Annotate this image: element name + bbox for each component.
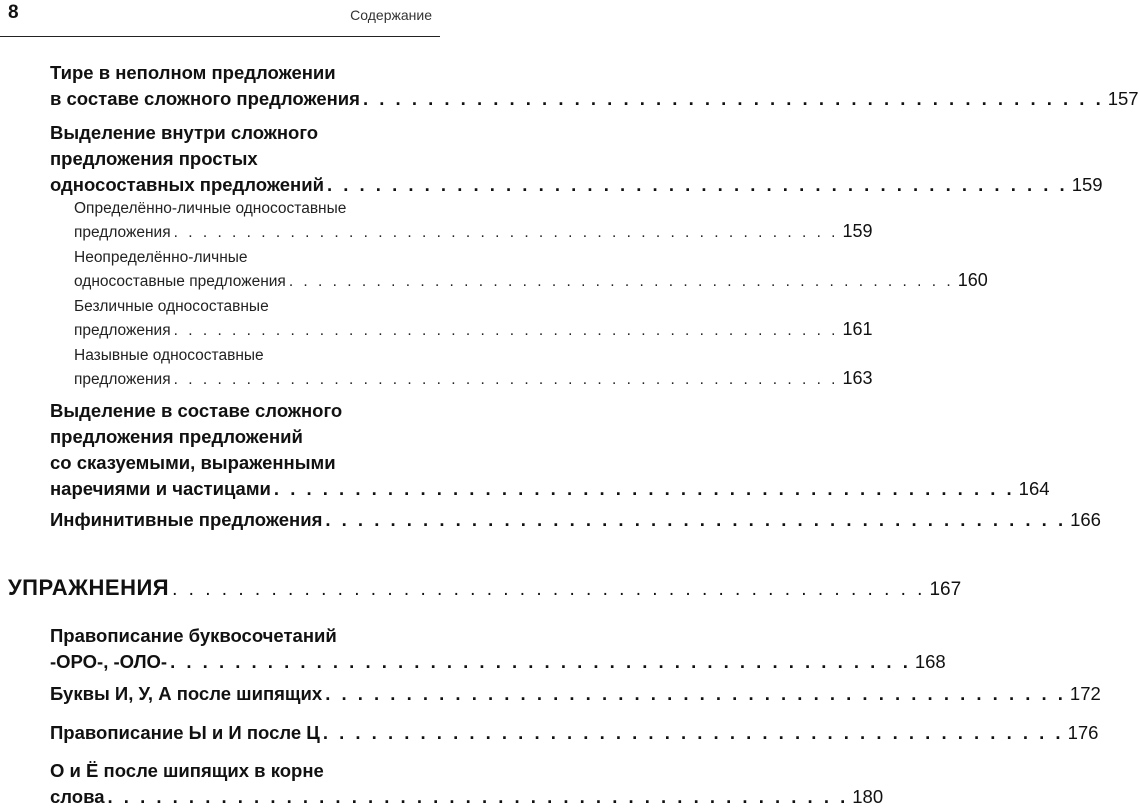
dot-leader: . . . . . . . . . . . . . . . . . . . . . . . . . . . . . . . . . . . . . . . . . . . . . . (288, 273, 954, 290)
toc-entry-title: предложения предложений (50, 426, 303, 447)
toc-page-number: 168 (914, 651, 946, 672)
toc-entry-title: предложения (74, 322, 171, 339)
dot-leader: . . . . . . . . . . . . . . . . . . . . . . . . . . . . . . . . . . . . . . . . . . . . . . (107, 786, 849, 807)
toc-section-title: УПРАЖНЕНИЯ (8, 575, 170, 600)
toc-page-number: 163 (842, 368, 873, 388)
toc-subentry[interactable] (74, 197, 873, 244)
toc-entry[interactable] (50, 720, 1099, 746)
dot-leader: . . . . . . . . . . . . . . . . . . . . . . . . . . . . . . . . . . . . . . . . . . . . . . (170, 651, 911, 672)
toc-page-number: 176 (1067, 722, 1099, 743)
toc-entry-title: предложения (74, 371, 171, 388)
toc-subentry[interactable] (74, 246, 988, 293)
toc-entry-title: предложения (74, 224, 171, 241)
toc-entry[interactable] (50, 758, 884, 810)
dot-leader: . . . . . . . . . . . . . . . . . . . . . . . . . . . . . . . . . . . . . . . . . . . . . . (173, 371, 839, 388)
dot-leader: . . . . . . . . . . . . . . . . . . . . . . . . . . . . . . . . . . . . . . . . . . . . . . (172, 579, 926, 600)
toc-entry-title: Назывные односоставные (74, 347, 264, 364)
toc-page-number: 161 (842, 319, 873, 339)
toc-page-number: 180 (852, 786, 884, 807)
toc-entry-title: О и Ё после шипящих в корне (50, 760, 324, 781)
toc-page-number: 166 (1070, 509, 1101, 530)
running-head-title: Содержание (350, 7, 432, 23)
toc-entry[interactable] (50, 60, 1139, 112)
toc-entry-title: Инфинитивные предложения (50, 509, 323, 530)
toc-entry-title: предложения простых (50, 148, 258, 169)
toc-entry-title: Неопределённо-личные (74, 249, 248, 266)
dot-leader: . . . . . . . . . . . . . . . . . . . . . . . . . . . . . . . . . . . . . . . . . . . . . . (362, 88, 1104, 109)
dot-leader: . . . . . . . . . . . . . . . . . . . . . . . . . . . . . . . . . . . . . . . . . . . . . . (273, 478, 1015, 499)
toc-section[interactable] (8, 574, 962, 604)
toc-subentry[interactable] (74, 295, 873, 342)
toc-page-number: 172 (1069, 683, 1101, 704)
toc-page-number: 159 (842, 221, 873, 241)
dot-leader: . . . . . . . . . . . . . . . . . . . . . . . . . . . . . . . . . . . . . . . . . . . . . . (326, 174, 1068, 195)
toc-entry-title: Определённо-личные односоставные (74, 200, 347, 217)
dot-leader: . . . . . . . . . . . . . . . . . . . . . . . . . . . . . . . . . . . . . . . . . . . . . . (325, 509, 1067, 530)
toc-entry[interactable] (50, 120, 1103, 198)
toc-page-number: 167 (929, 579, 962, 600)
dot-leader: . . . . . . . . . . . . . . . . . . . . . . . . . . . . . . . . . . . . . . . . . . . . . . (322, 722, 1064, 743)
toc-entry-title: односоставные предложения (74, 273, 286, 290)
dot-leader: . . . . . . . . . . . . . . . . . . . . . . . . . . . . . . . . . . . . . . . . . . . . . . (173, 224, 839, 241)
toc-page-number: 157 (1107, 88, 1139, 109)
toc-entry-title: Тире в неполном предложении (50, 62, 336, 83)
toc-entry-title: Буквы И, У, А после шипящих (50, 683, 323, 704)
dot-leader: . . . . . . . . . . . . . . . . . . . . . . . . . . . . . . . . . . . . . . . . . . . . . . (173, 322, 839, 339)
toc-entry-title: -ОРО-, -ОЛО- (50, 651, 168, 672)
toc-entry-title: в составе сложного предложения (50, 88, 360, 109)
toc-entry-title: слова (50, 786, 105, 807)
toc-subentry[interactable] (74, 344, 873, 391)
toc-entry-title: наречиями и частицами (50, 478, 271, 499)
toc-entry-title: односоставных предложений (50, 174, 324, 195)
toc-entry[interactable] (50, 681, 1101, 707)
toc-entry-title: Правописание Ы и И после Ц (50, 722, 320, 743)
dot-leader: . . . . . . . . . . . . . . . . . . . . . . . . . . . . . . . . . . . . . . . . . . . . . . (325, 683, 1066, 704)
page-number: 8 (8, 2, 19, 23)
running-header (0, 0, 440, 37)
toc-entry-title: Безличные односоставные (74, 298, 269, 315)
toc-page-number: 159 (1071, 174, 1103, 195)
toc-entry-title: Выделение в составе сложного (50, 400, 343, 421)
toc-entry-title: Выделение внутри сложного (50, 122, 319, 143)
toc-entry[interactable] (50, 507, 1101, 533)
toc-page-number: 160 (957, 270, 988, 290)
toc-entry[interactable] (50, 398, 1050, 502)
toc-entry-title: со сказуемыми, выраженными (50, 452, 336, 473)
toc-entry[interactable] (50, 623, 946, 675)
toc-page-number: 164 (1018, 478, 1050, 499)
toc-entry-title: Правописание буквосочетаний (50, 625, 337, 646)
